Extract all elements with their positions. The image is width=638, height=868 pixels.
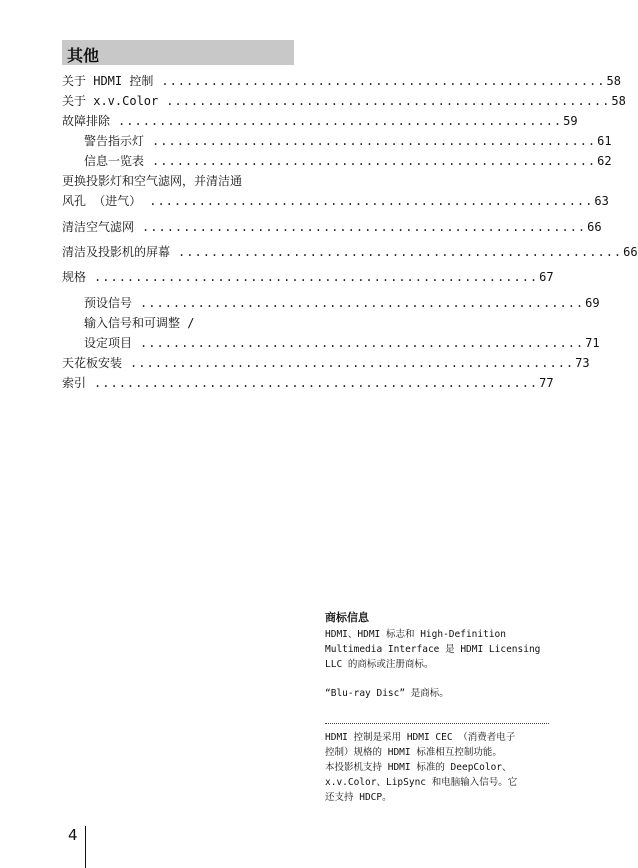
toc-entry-title-line1: 更换投影灯和空气滤网，并清洁通: [62, 174, 243, 188]
toc-entry-page: 61: [597, 134, 612, 148]
toc-leader-dots: ......................................................: [94, 270, 539, 284]
toc-entry-page: 58: [611, 94, 626, 108]
toc-leader-dots: ......................................................: [152, 154, 597, 168]
toc-entry-title: 清洁空气滤网: [62, 220, 135, 234]
toc-entry[interactable]: [62, 267, 554, 287]
toc-leader-dots: ......................................................: [140, 336, 585, 350]
toc-leader-dots: ......................................................: [140, 296, 585, 310]
section-title: 其他: [67, 46, 100, 65]
hdmi-note-line: HDMI 控制是采用 HDMI CEC （消费者电子: [325, 732, 516, 743]
toc-entry-page: 66: [587, 220, 602, 234]
toc-subentry[interactable]: [62, 151, 612, 171]
trademark-info: [325, 610, 553, 805]
toc-entry-page: 73: [575, 356, 590, 370]
toc-entry-title: 故障排除: [62, 114, 111, 128]
toc-leader-dots: ......................................................: [149, 194, 594, 208]
toc-entry-page: 71: [585, 336, 600, 350]
section-header: [62, 40, 294, 65]
hdmi-note-line: x.v.Color、LipSync 和电脑输入信号。它: [325, 777, 518, 788]
page-number-rule: [85, 826, 86, 868]
toc-leader-dots: ......................................................: [161, 74, 606, 88]
toc-entry-page: 67: [539, 270, 554, 284]
toc-subentry[interactable]: [62, 293, 600, 313]
toc-leader-dots: ......................................................: [94, 376, 539, 390]
toc-entry-title-line1: 输入信号和可调整 /: [84, 316, 195, 330]
trademark-heading: 商标信息: [325, 611, 369, 624]
toc-entry-page: 66: [623, 245, 638, 259]
toc-entry-title: 关于 x.v.Color: [62, 94, 159, 108]
toc-entry[interactable]: [62, 373, 554, 393]
toc-entry-page: 62: [597, 154, 612, 168]
toc-entry-title: 预设信号: [84, 296, 133, 310]
toc-entry-page: 59: [563, 114, 578, 128]
trademark-line: Multimedia Interface 是 HDMI Licensing: [325, 644, 541, 655]
toc-entry-page: 58: [606, 74, 621, 88]
toc-leader-dots: ......................................................: [130, 356, 575, 370]
toc-entry-title: 清洁及投影机的屏幕: [62, 245, 171, 259]
toc-entry-multiline[interactable]: [62, 171, 609, 211]
toc-entry[interactable]: [62, 91, 626, 111]
toc-leader-dots: ......................................................: [178, 245, 623, 259]
trademark-bluray: “Blu-ray Disc” 是商标。: [325, 688, 449, 699]
toc-subentry-multiline[interactable]: [62, 313, 600, 353]
toc-leader-dots: ......................................................: [166, 94, 611, 108]
table-of-contents: [62, 71, 638, 393]
hdmi-note-line: 控制）规格的 HDMI 标准相互控制功能。: [325, 747, 502, 758]
toc-entry[interactable]: [62, 217, 602, 237]
toc-entry: [62, 191, 609, 211]
toc-leader-dots: ......................................................: [152, 134, 597, 148]
trademark-line: LLC 的商标或注册商标。: [325, 659, 434, 670]
toc-entry-title: 关于 HDMI 控制: [62, 74, 154, 88]
toc-leader-dots: ......................................................: [142, 220, 587, 234]
toc-entry[interactable]: [62, 111, 578, 131]
toc-entry-title: 天花板安装: [62, 356, 123, 370]
hdmi-note-line: 还支持 HDCP。: [325, 792, 392, 803]
hdmi-note-line: 本投影机支持 HDMI 标准的 DeepColor、: [325, 762, 512, 773]
trademark-line: HDMI、HDMI 标志和 High-Definition: [325, 629, 506, 640]
toc-entry-page: 69: [585, 296, 600, 310]
toc-subentry[interactable]: [62, 131, 612, 151]
toc-entry-title: 索引: [62, 376, 87, 390]
toc-entry-page: 77: [539, 376, 554, 390]
toc-entry-page: 63: [594, 194, 609, 208]
toc-entry[interactable]: [62, 242, 638, 262]
page-number: 4: [68, 826, 78, 844]
toc-entry-title: 设定项目: [84, 336, 133, 350]
toc-entry-title: 规格: [62, 270, 87, 284]
toc-entry-title: 风孔 （进气）: [62, 194, 142, 208]
toc-entry-title: 信息一览表: [84, 154, 145, 168]
toc-entry[interactable]: [62, 353, 590, 373]
toc-entry-title: 警告指示灯: [84, 134, 145, 148]
toc-leader-dots: ......................................................: [118, 114, 563, 128]
toc-entry[interactable]: [62, 71, 621, 91]
toc-entry: [84, 333, 600, 353]
dotted-divider: [325, 723, 549, 724]
